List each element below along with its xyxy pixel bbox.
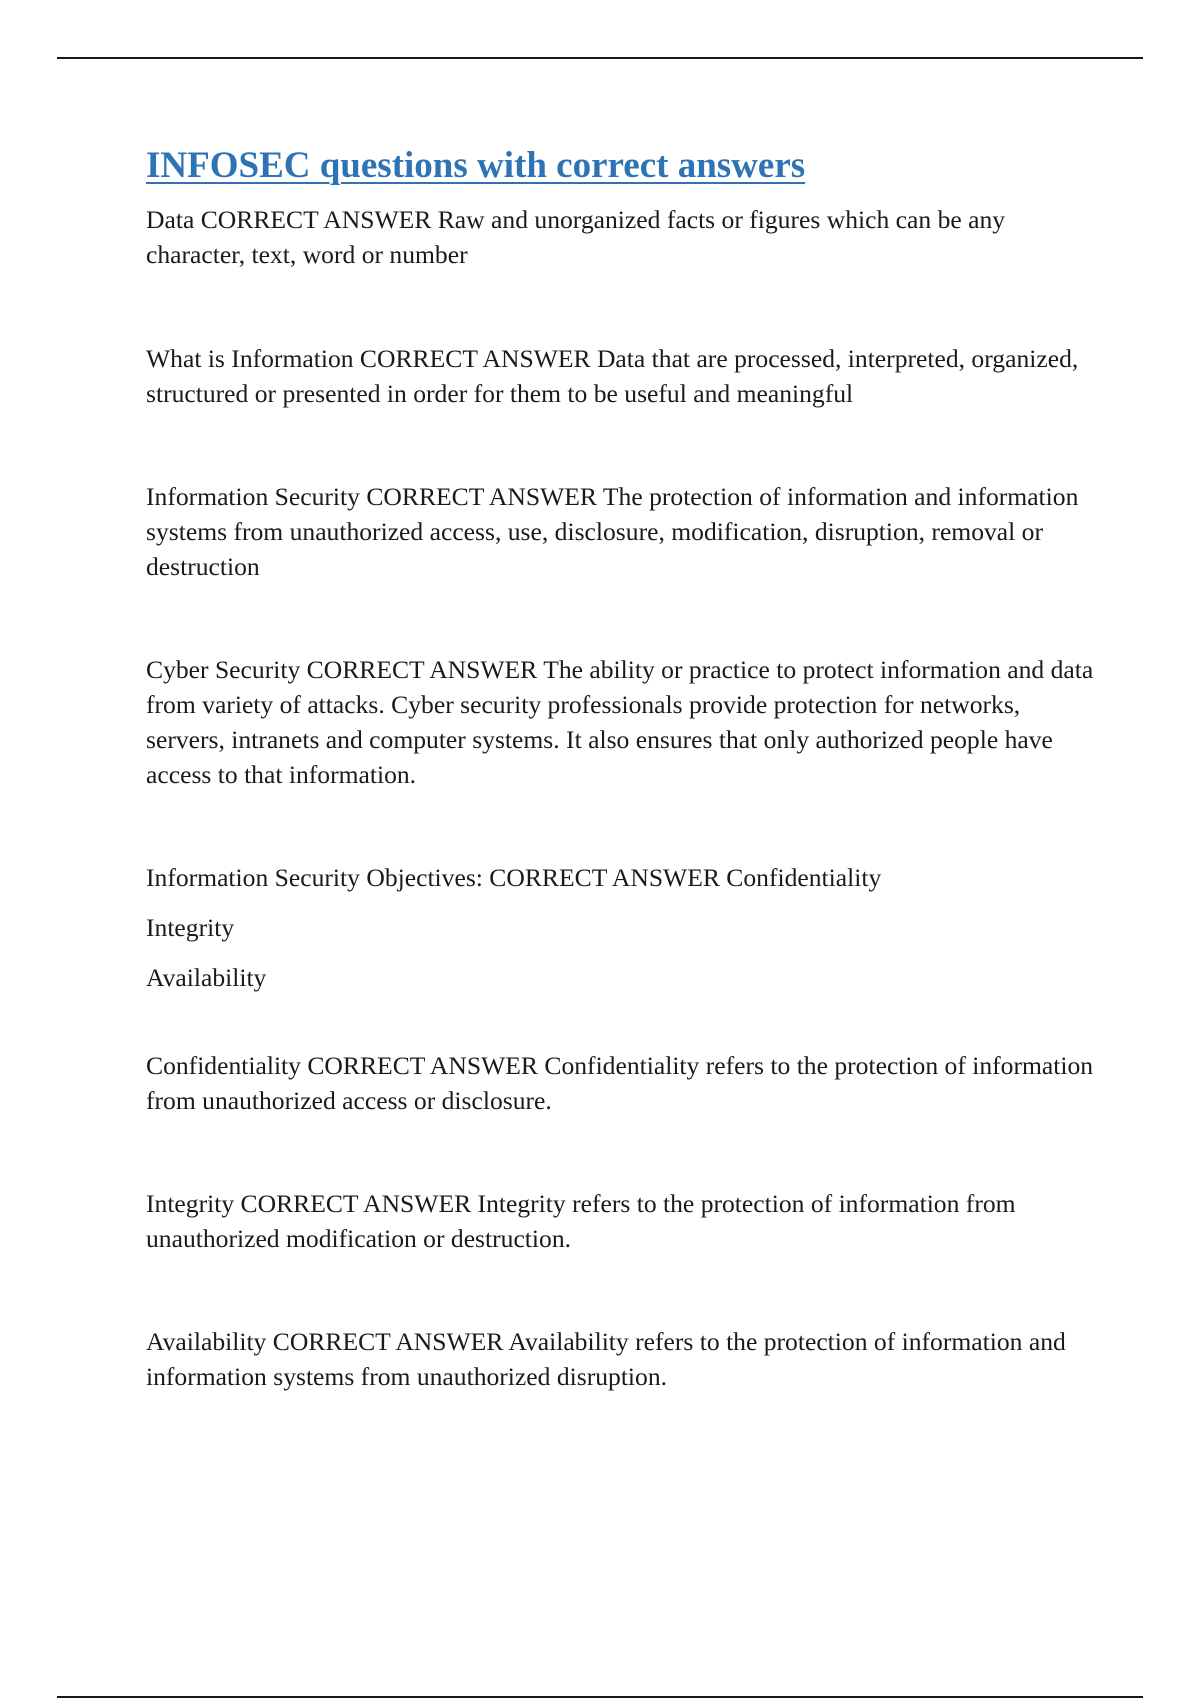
bottom-rule [57, 1696, 1143, 1698]
qa-entry-objectives [146, 860, 1096, 995]
qa-entry-cyber-security [146, 652, 1096, 792]
qa-entry-text: Data CORRECT ANSWER Raw and unorganized facts or figures which can be any character, text, word or number [146, 205, 1006, 269]
qa-entry-text: Cyber Security CORRECT ANSWER The ability or practice to protect information and data from variety of attacks. Cyber security professionals provide protection for networks, servers, intranets and computer systems. It also ensures that only authorized people have access to that information. [146, 655, 1094, 789]
qa-entry-data [146, 202, 1096, 272]
qa-entry-line: Integrity [146, 913, 235, 942]
qa-entry-text: What is Information CORRECT ANSWER Data that are processed, interpreted, organized, structured or presented in order for them to be useful and meaningful [146, 344, 1079, 408]
qa-entry-text: Integrity CORRECT ANSWER Integrity refers to the protection of information from unauthorized modification or destruction. [146, 1189, 1016, 1253]
qa-entry-confidentiality [146, 1048, 1096, 1118]
qa-entry-line: Availability [146, 963, 267, 992]
document-title: INFOSEC questions with correct answers [146, 145, 806, 186]
qa-entry-information-security [146, 479, 1096, 584]
qa-entry-text: Confidentiality CORRECT ANSWER Confidentiality refers to the protection of information from unauthorized access or disclosure. [146, 1051, 1094, 1115]
document-page [146, 142, 1096, 1394]
qa-entry-integrity [146, 1186, 1096, 1256]
qa-entry-availability [146, 1324, 1096, 1394]
qa-entry-text: Information Security CORRECT ANSWER The protection of information and information systems from unauthorized access, use, disclosure, modification, disruption, removal or destruction [146, 482, 1079, 581]
qa-entry-line: Information Security Objectives: CORRECT ANSWER Confidentiality [146, 863, 882, 892]
qa-entry-text: Availability CORRECT ANSWER Availability refers to the protection of information and information systems from unauthorized disruption. [146, 1327, 1066, 1391]
qa-entry-information [146, 341, 1096, 411]
top-rule [57, 57, 1143, 59]
